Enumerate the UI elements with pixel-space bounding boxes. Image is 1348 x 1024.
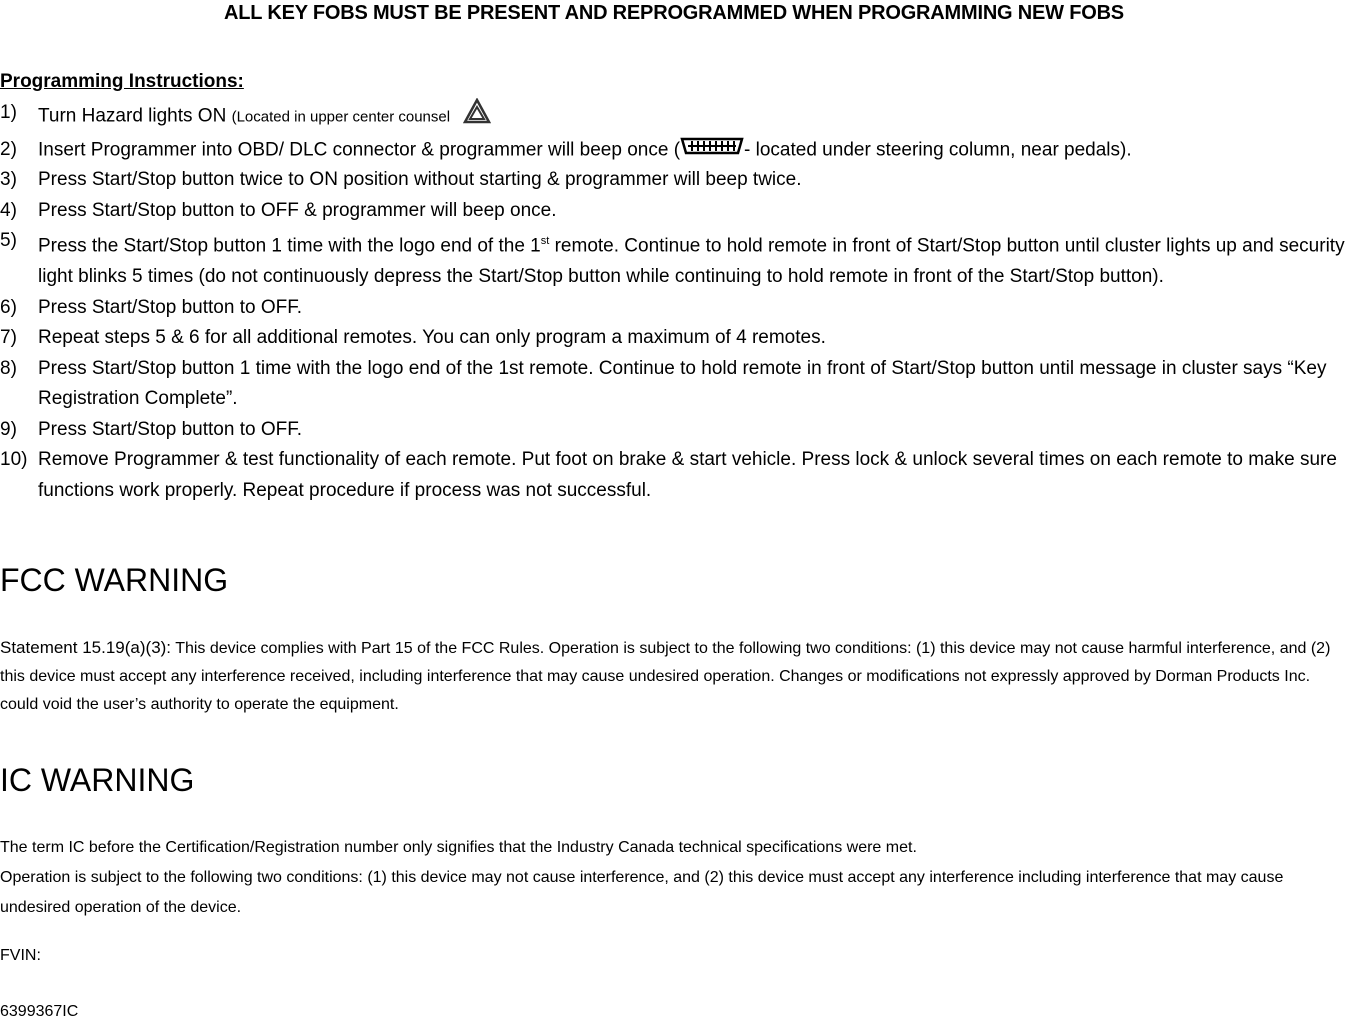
step-number: 9) bbox=[0, 418, 17, 440]
step-10 bbox=[0, 445, 1346, 506]
step-text bbox=[38, 226, 1346, 292]
step-3 bbox=[0, 165, 1346, 196]
step-number: 3) bbox=[0, 169, 17, 191]
instructions-heading: Programming Instructions: bbox=[0, 71, 244, 92]
step-9 bbox=[0, 415, 1346, 446]
step-6 bbox=[0, 293, 1346, 324]
step-2 bbox=[0, 135, 1346, 166]
step-number: 2) bbox=[0, 138, 17, 160]
step-text-before: Press the Start/Stop button 1 time with the logo end of the 1 bbox=[38, 235, 541, 257]
step-text bbox=[38, 135, 1346, 166]
step-text: Repeat steps 5 & 6 for all additional remotes. You can only program a maximum of 4 remotes. bbox=[38, 327, 826, 349]
step-8 bbox=[0, 354, 1346, 415]
fcc-statement-label: Statement 15.19(a)(3): bbox=[0, 638, 172, 657]
fcc-warning-text bbox=[0, 634, 1346, 719]
step-text: Press Start/Stop button 1 time with the logo end of the 1st remote. Continue to hold remote in front of Start/Stop button until message in cluster says “Key Registration Complete”. bbox=[38, 357, 1327, 410]
hazard-triangle-icon bbox=[463, 98, 491, 135]
step-number: 10) bbox=[0, 449, 28, 471]
ic-line-2: Operation is subject to the following two conditions: (1) this device may not cause interference, and (2) this device must accept any interference including interference that may cause undesired operation of the device. bbox=[0, 869, 1284, 916]
step-text: Press Start/Stop button twice to ON position without starting & programmer will beep twice. bbox=[38, 169, 802, 191]
ic-warning-text bbox=[0, 833, 1346, 923]
step-7 bbox=[0, 323, 1346, 354]
step-number: 5) bbox=[0, 230, 17, 252]
obd-connector-icon bbox=[680, 135, 744, 166]
step-1 bbox=[0, 98, 1346, 135]
step-text: Press Start/Stop button to OFF. bbox=[38, 296, 303, 318]
instructions-list bbox=[0, 98, 1346, 506]
step-text bbox=[38, 98, 1346, 135]
fvin-number: 6399367IC bbox=[0, 1003, 79, 1020]
step-number: 8) bbox=[0, 357, 17, 379]
step-4 bbox=[0, 196, 1346, 227]
step-main-text: Turn Hazard lights ON bbox=[38, 105, 232, 127]
page-banner: ALL KEY FOBS MUST BE PRESENT AND REPROGRAMMED WHEN PROGRAMMING NEW FOBS bbox=[224, 2, 1124, 24]
step-text: Remove Programmer & test functionality of each remote. Put foot on brake & start vehicle. Press lock & unlock several times on each remote to make sure functions work properly. Repeat procedure if process was not successful. bbox=[38, 449, 1337, 501]
step-number: 7) bbox=[0, 327, 17, 349]
step-text: Press Start/Stop button to OFF & programmer will beep once. bbox=[38, 199, 557, 221]
step-5 bbox=[0, 226, 1346, 292]
step-number: 4) bbox=[0, 199, 17, 221]
step-text-before: Insert Programmer into OBD/ DLC connector & programmer will beep once ( bbox=[38, 138, 681, 160]
fcc-warning-title: FCC WARNING bbox=[0, 562, 229, 598]
step-number: 1) bbox=[0, 102, 17, 123]
step-text-after: - located under steering column, near pedals). bbox=[744, 138, 1132, 160]
fcc-statement-body: This device complies with Part 15 of the FCC Rules. Operation is subject to the following two conditions: (1) this device may not cause harmful interference, and (2) this device must accept any interference received, including interference that may cause undesired operation. Changes or modifications not expressly approved by Dorman Products Inc. could void the user’s authority to operate the equipment. bbox=[0, 640, 1331, 713]
step-note: (Located in upper center counsel bbox=[231, 108, 451, 126]
ic-warning-title: IC WARNING bbox=[0, 762, 195, 798]
step-number: 6) bbox=[0, 296, 17, 318]
fvin-label: FVIN: bbox=[0, 947, 41, 964]
step-text: Press Start/Stop button to OFF. bbox=[38, 418, 303, 440]
ic-line-1: The term IC before the Certification/Registration number only signifies that the Industry Canada technical specifications were met. bbox=[0, 839, 917, 856]
ordinal-suffix: st bbox=[540, 235, 550, 248]
step-text-after: remote. Continue to hold remote in front of Start/Stop button until cluster lights up and security light blinks 5 times (do not continuously depress the Start/Stop button while continuing to hold remote in front of the Start/Stop button). bbox=[38, 235, 1345, 288]
